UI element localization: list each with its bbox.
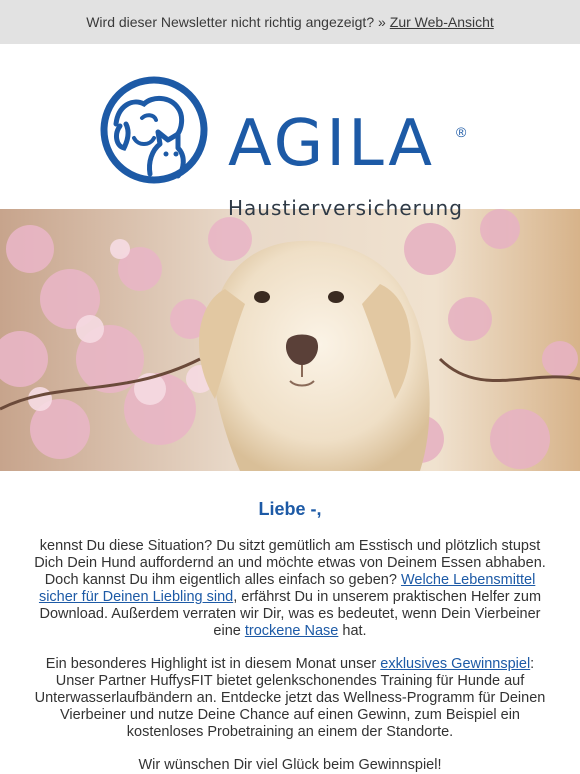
paragraph-text: kennst Du diese Situation? Du sitzt gemütlich am Esstisch und plötzlich stupst Dich Dein Hund auffordernd an und möchte etwas von Deinem Essen abhaben. Doch kannst Du ihm eigentlich alles einfach so geben?	[34, 538, 546, 588]
brand-name: AGILA	[228, 107, 436, 181]
giveaway-link[interactable]: exklusives Gewinnspiel	[380, 656, 531, 672]
food-safety-link[interactable]: Welche Lebensmittel sicher für Deinen Liebling sind	[38, 572, 536, 605]
web-view-link[interactable]: Zur Web-Ansicht	[389, 14, 494, 30]
paragraph-text: : Unser Partner HuffysFIT bietet gelenkschonendes Training für Hunde auf Unterwasserlaufbändern an. Entdecke jetzt das Wellness-Programm für Deinen Vierbeiner und nutze Deine Chance auf einen Gewinn, zum Beispiel ein kostenloses Probetraining an einem der Standorte.	[34, 656, 546, 740]
registered-mark: ®	[456, 124, 467, 140]
brand-tagline: Haustierversicherung	[228, 196, 463, 220]
dog-cat-logo-icon	[98, 74, 210, 186]
dry-nose-link[interactable]: trockene Nase	[244, 623, 339, 639]
paragraph-closing: Wir wünschen Dir viel Glück beim Gewinnspiel!	[138, 757, 442, 773]
paragraph-text: Ein besonderes Highlight ist in diesem Monat unser	[45, 656, 381, 672]
paragraph-giveaway	[30, 656, 550, 741]
newsletter-body	[0, 538, 580, 774]
paragraph-text: , erfährst Du in unserem praktischen Helfer zum Download. Außerdem verraten wir Dir, was es bedeutet, wenn Dein Vierbeiner eine	[39, 589, 542, 639]
logo-header	[0, 44, 580, 220]
dog-in-cherry-blossoms-photo	[0, 209, 580, 471]
paragraph-intro	[30, 538, 550, 640]
web-view-text: Wird dieser Newsletter nicht richtig angezeigt? »	[86, 14, 386, 30]
greeting: Liebe -,	[258, 499, 322, 519]
paragraph-text: hat.	[338, 623, 367, 639]
web-view-bar	[0, 0, 580, 44]
